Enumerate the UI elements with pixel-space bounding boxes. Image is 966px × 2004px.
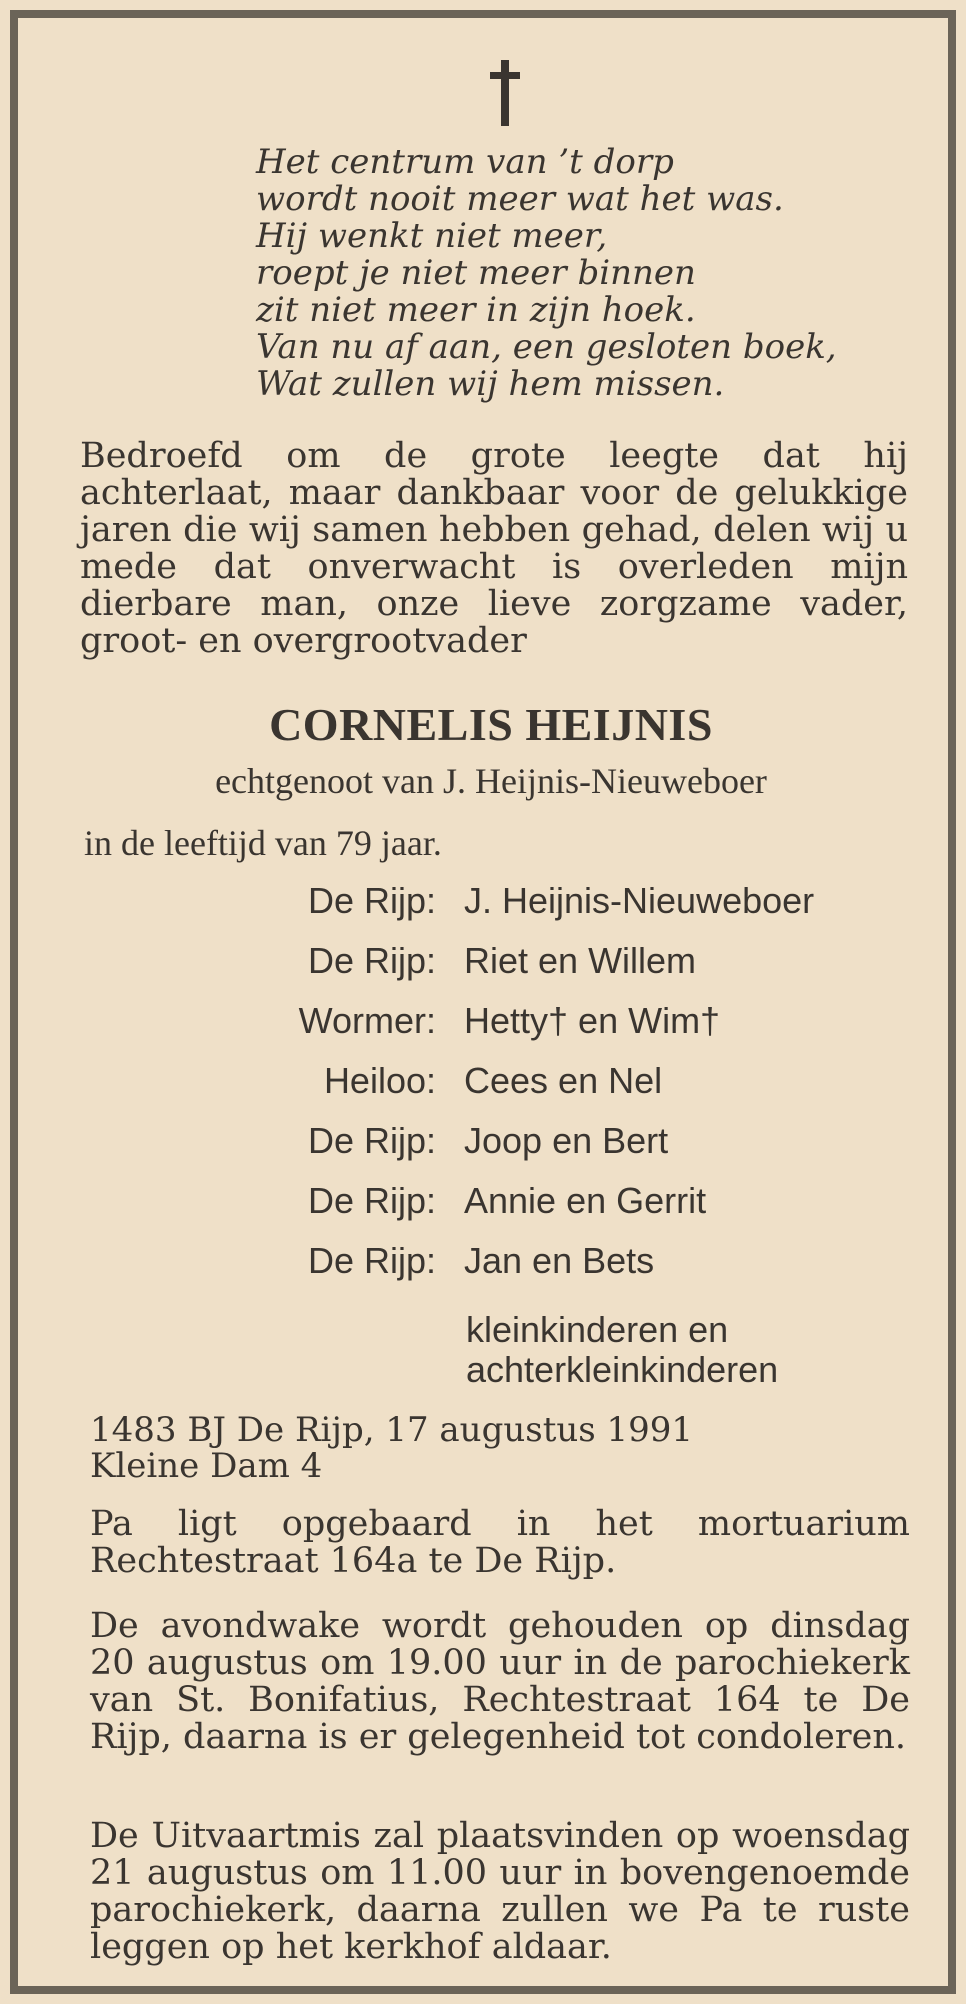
poem-line: Wat zullen wij hem missen. [256,364,725,404]
grandchildren-text: kleinkinderen en [466,1309,729,1350]
family-place: De Rijp: [307,880,436,921]
address-line: 1483 BJ De Rijp, 17 augustus 1991 [90,1410,694,1450]
family-place: De Rijp: [307,940,436,981]
intro-text: Bedroefd om de grote leegte dat hij achterlaat, maar dankbaar voor de gelukkige jaren die wij samen hebben gehad, delen wij u mede dat onverwacht is overleden mijn dierbare man, onze lieve zorgzame vader, groot- en overgrootvader [80,436,908,661]
poem [256,144,837,403]
mortuary-text: Pa ligt opgebaard in het mortuarium Rechtestraat 164a te De Rijp. [90,1504,910,1581]
cross-icon [490,60,520,126]
poem-line: zit niet meer in zijn hoek. [256,290,696,330]
family-place: Wormer: [298,1000,436,1041]
poem-line: roept je niet meer binnen [256,253,696,293]
funeral-text: De Uitvaartmis zal plaatsvinden op woensdag 21 augustus om 11.00 uur in bovengenoemde parochiekerk, daarna zullen we Pa te ruste leggen op het kerkhof aldaar. [90,1816,910,1967]
family-place: De Rijp: [307,1240,436,1281]
obituary-card [10,10,956,1994]
grandchildren-text: achterkleinkinderen [466,1349,779,1390]
family-names: Jan en Bets [464,1240,655,1281]
address-block [90,1412,693,1484]
family-names: Annie en Gerrit [464,1180,707,1221]
family-names: Joop en Bert [464,1120,669,1161]
spouse-line: echtgenoot van J. Heijnis-Nieuweboer [215,761,767,801]
family-names: Hetty† en Wim† [464,1000,721,1041]
vigil-text: De avondwake wordt gehouden op dinsdag 20 augustus om 19.00 uur in de parochiekerk van St. Bonifatius, Rechtestraat 164 te De Rijp, daarna is er gelegenheid tot condoleren. [90,1606,910,1757]
grandchildren-line [466,1310,778,1390]
family-place: De Rijp: [307,1120,436,1161]
family-names: Cees en Nel [464,1060,663,1101]
age-line: in de leeftijd van 79 jaar. [84,823,442,863]
family-place: Heiloo: [323,1060,436,1101]
family-names: J. Heijnis-Nieuweboer [464,880,815,921]
family-place: De Rijp: [307,1180,436,1221]
family-names: Riet en Willem [464,940,697,981]
poem-line: Het centrum van ’t dorp [256,142,674,182]
poem-line: wordt nooit meer wat het was. [256,179,784,219]
poem-line: Hij wenkt niet meer, [256,216,608,256]
address-line: Kleine Dam 4 [90,1446,323,1486]
poem-line: Van nu af aan, een gesloten boek, [256,327,837,367]
deceased-name: CORNELIS HEIJNIS [269,699,713,750]
